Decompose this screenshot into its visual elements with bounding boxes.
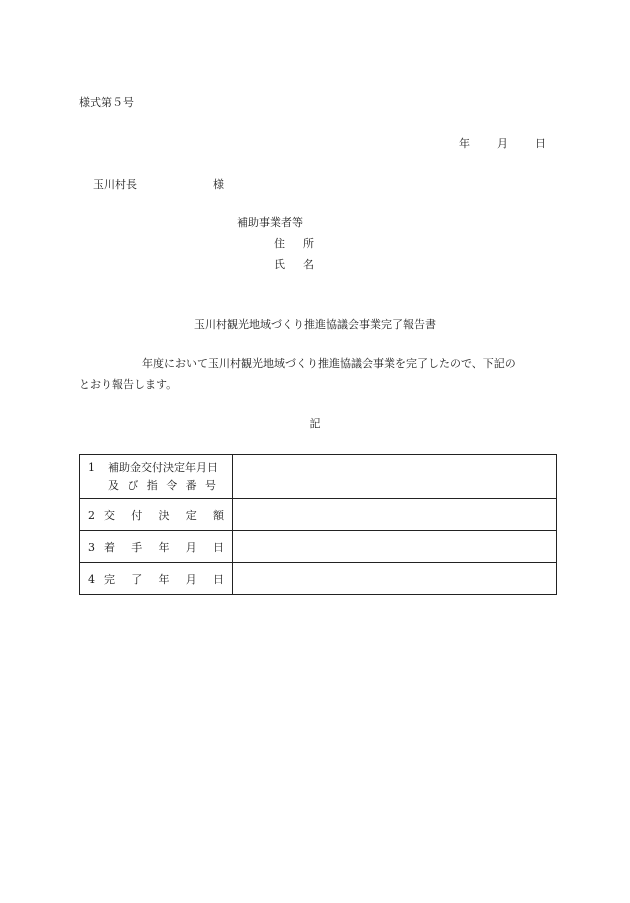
table-row: [80, 499, 557, 531]
row-label: [80, 531, 233, 563]
ki-heading: 記: [309, 417, 321, 430]
row-number: 3: [88, 540, 95, 554]
addressee-honorific: 様: [213, 178, 224, 191]
row-value-field[interactable]: [233, 455, 557, 499]
table-row: [80, 455, 557, 499]
row-number: 4: [88, 572, 95, 586]
addressee-name: 玉川村長: [93, 178, 137, 191]
body-text-line2: とおり報告します。: [79, 378, 178, 391]
applicant-title: 補助事業者等: [237, 216, 303, 229]
day-label: 日: [535, 137, 546, 150]
row-number: 2: [88, 508, 95, 522]
row-label-text: 完了年月日: [104, 572, 224, 586]
address-label: 住 所: [274, 237, 314, 250]
row-label-line1: 補助金交付決定年月日: [108, 460, 218, 474]
row-value-field[interactable]: [233, 531, 557, 563]
row-value-field[interactable]: [233, 499, 557, 531]
body-text-line1: 年度において玉川村観光地域づくり推進協議会事業を完了したので、下記の: [142, 357, 516, 370]
row-label: [80, 563, 233, 595]
row-label-text: 交付決定額: [104, 508, 224, 522]
year-label: 年: [459, 137, 470, 150]
table-row: [80, 563, 557, 595]
row-label-text: 着手年月日: [104, 540, 224, 554]
document-title: 玉川村観光地域づくり推進協議会事業完了報告書: [194, 318, 436, 331]
addressee: [93, 178, 224, 192]
report-table: [79, 454, 557, 595]
table-row: [80, 531, 557, 563]
date-line: [459, 137, 546, 151]
row-value-field[interactable]: [233, 563, 557, 595]
month-label: 月: [497, 137, 508, 150]
row-label: [80, 499, 233, 531]
form-number: 様式第５号: [79, 96, 134, 109]
name-label: 氏 名: [274, 258, 314, 271]
row-label: [80, 455, 233, 499]
row-number: 1: [88, 460, 95, 474]
row-label-line2: 及び指令番号: [108, 478, 216, 492]
